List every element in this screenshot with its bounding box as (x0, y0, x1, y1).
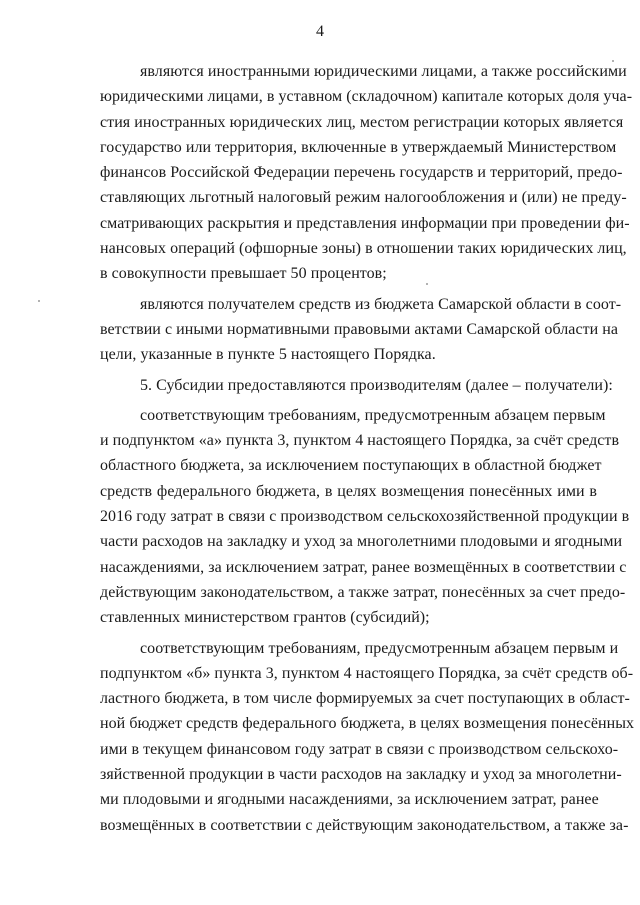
text-line: в совокупности превышает 50 процентов; (100, 265, 387, 283)
paragraph-subsidy-current-year (100, 636, 635, 838)
text-line: ластного бюджета, в том числе формируемых за счет поступающих в област- (100, 690, 630, 708)
text-line: ставляющих льготный налоговый режим налогообложения и (или) не преду- (100, 189, 627, 207)
paragraph-budget-recipient (100, 292, 622, 368)
text-line: соответствующим требованиям, предусмотренным абзацем первым и (140, 639, 619, 657)
scan-speck (426, 283, 428, 285)
text-line: стия иностранных юридических лиц, местом регистрации которых является (100, 113, 624, 131)
scan-speck (38, 300, 40, 302)
text-line: юридическими лицами, в уставном (складочном) капитале которых доля уча- (100, 88, 633, 106)
paragraph-offshore-criteria (100, 59, 633, 287)
text-line: являются иностранными юридическими лицами, а также российскими (140, 63, 627, 80)
text-line: средств федерального бюджета, в целях возмещения понесённых ими в (100, 482, 597, 500)
document-body (100, 59, 635, 838)
text-line: ставленных министерством грантов (субсидий); (100, 609, 430, 627)
text-line: соответствующим требованиям, предусмотренным абзацем первым (140, 406, 606, 424)
text-line: и подпунктом «а» пункта 3, пунктом 4 настоящего Порядка, за счёт средств (100, 432, 620, 450)
scan-speck (612, 60, 614, 62)
text-line: действующим законодательством, а также затрат, понесённых за счет предо- (100, 583, 626, 601)
text-line: сматривающих раскрытия и представления информации при проведении фи- (100, 214, 630, 232)
text-line: 5. Субсидии предоставляются производителям (далее – получатели): (140, 376, 613, 394)
text-line: государство или территория, включенные в утверждаемый Министерством (100, 138, 617, 156)
text-line: части расходов на закладку и уход за многолетними плодовыми и ягодными (100, 533, 623, 551)
text-line: нансовых операций (офшорные зоны) в отношении таких юридических лиц, (100, 240, 627, 258)
text-line: ми плодовыми и ягодными насаждениями, за исключением затрат, ранее (100, 791, 599, 809)
text-line: 2016 году затрат в связи с производством сельскохозяйственной продукции в (100, 508, 630, 526)
page-number: 4 (316, 23, 324, 40)
text-line: ими в текущем финансовом году затрат в связи с производством сельскохо- (100, 740, 619, 758)
text-line: подпунктом «б» пункта 3, пунктом 4 настоящего Порядка, за счёт средств об- (100, 664, 634, 682)
text-line: зяйственной продукции в части расходов на закладку и уход за многолетни- (100, 766, 622, 784)
text-line: ной бюджет средств федерального бюджета, в целях возмещения понесённых (100, 715, 635, 733)
paragraph-subsidy-2016 (100, 403, 630, 631)
text-line: возмещённых в соответствии с действующим законодательством, а также за- (100, 816, 629, 834)
text-line: являются получателем средств из бюджета Самарской области в соот- (140, 295, 622, 313)
text-line: финансов Российской Федерации перечень государств и территорий, предо- (100, 164, 623, 182)
text-line: насаждениями, за исключением затрат, ранее возмещённых в соответствии с (100, 558, 627, 576)
text-line: областного бюджета, за исключением поступающих в областной бюджет (100, 457, 602, 475)
text-line: ветствии с иными нормативными правовыми актами Самарской области на (100, 320, 619, 338)
paragraph-clause-5 (100, 373, 613, 398)
text-line: цели, указанные в пункте 5 настоящего Порядка. (100, 346, 436, 364)
